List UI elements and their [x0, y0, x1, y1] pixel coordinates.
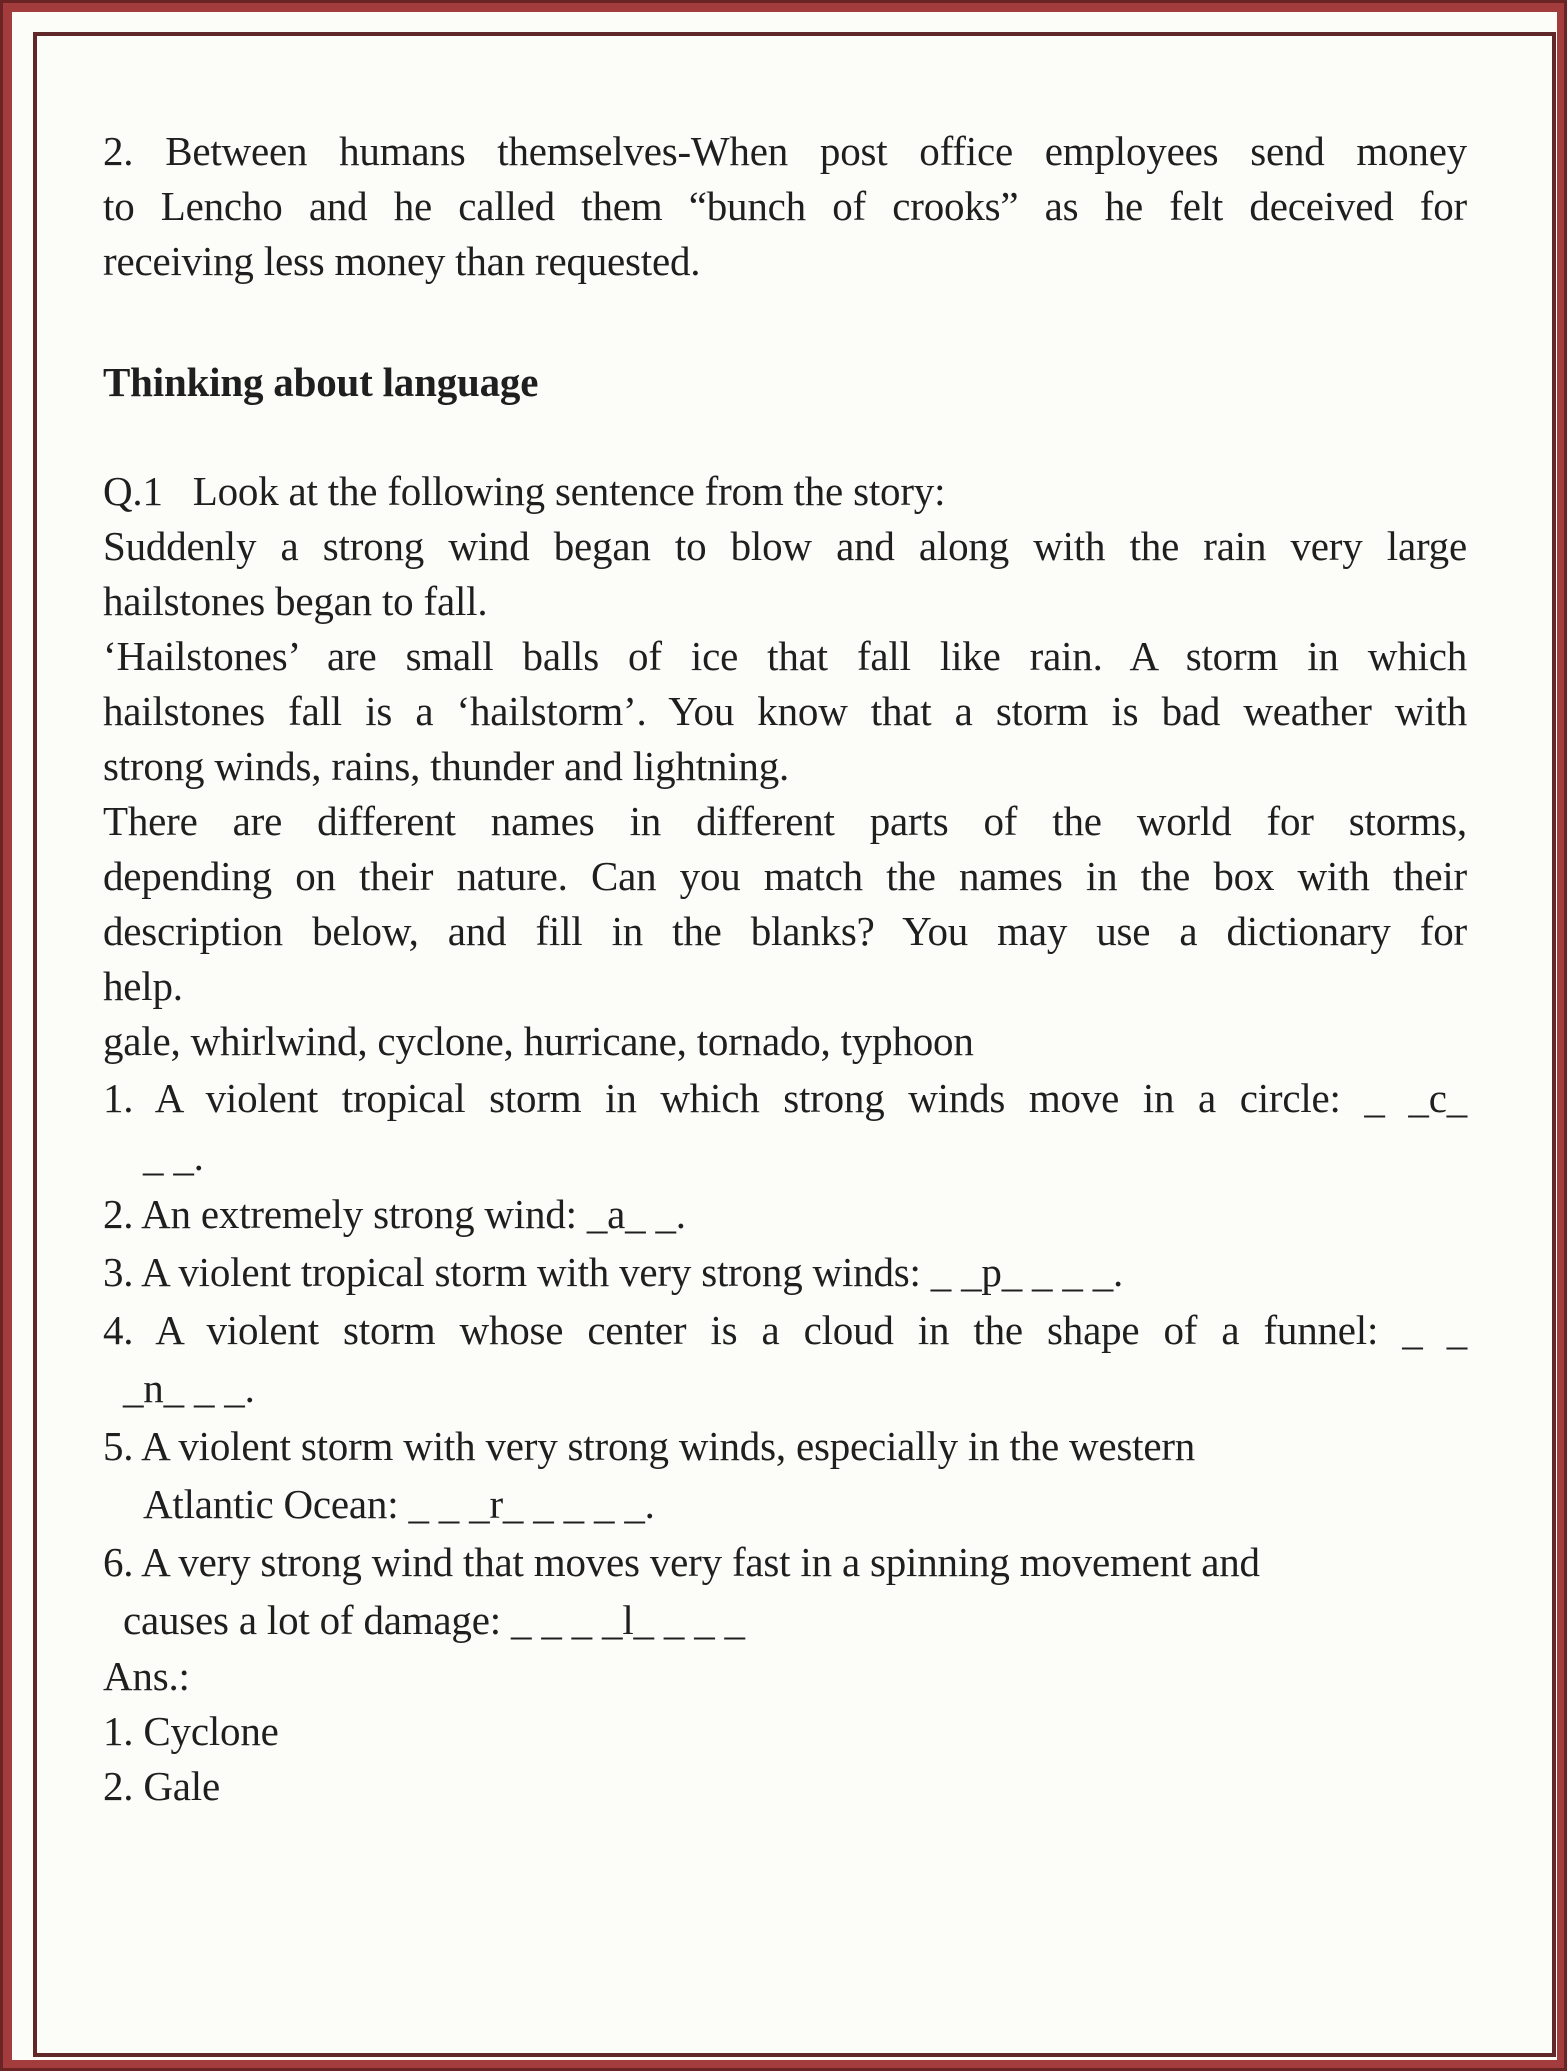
- list-item-line: 2. An extremely strong wind: _a_ _.: [103, 1191, 686, 1237]
- story-sentence-paragraph: [103, 519, 1467, 629]
- answers-label: Ans.:: [103, 1653, 190, 1699]
- text-line: strong winds, rains, thunder and lightning.: [103, 743, 790, 789]
- list-item-line: 5. A violent storm with very strong winds, especially in the western: [103, 1423, 1196, 1469]
- text-line: hailstones fall is a ‘hailstorm’. You know that a storm is bad weather with: [103, 688, 1467, 734]
- text-line: ‘Hailstones’ are small balls of ice that fall like rain. A storm in which: [103, 633, 1467, 679]
- blank-item: [103, 1417, 1467, 1533]
- hailstones-paragraph: [103, 629, 1467, 794]
- question-text: Look at the following sentence from the story:: [192, 468, 946, 514]
- list-item-line: 4. A violent storm whose center is a cloud in the shape of a funnel: _ _: [103, 1307, 1467, 1353]
- text-line: description below, and fill in the blanks? You may use a dictionary for: [103, 908, 1467, 954]
- list-item-line: 3. A violent tropical storm with very strong winds: _ _p_ _ _ _.: [103, 1249, 1124, 1295]
- question-number: Q.1: [103, 468, 163, 514]
- blank-item: [103, 1185, 1467, 1243]
- blank-item: [103, 1243, 1467, 1301]
- storm-names-paragraph: [103, 794, 1467, 1014]
- list-item-continuation: _n_ _ _.: [123, 1365, 255, 1411]
- blank-item: [103, 1069, 1467, 1185]
- text-line: hailstones began to fall.: [103, 578, 488, 624]
- text-line: receiving less money than requested.: [103, 238, 701, 284]
- list-item-continuation: causes a lot of damage: _ _ _ _l_ _ _ _: [123, 1597, 745, 1643]
- blank-item: [103, 1301, 1467, 1417]
- answer-line: 1. Cyclone: [103, 1708, 279, 1754]
- text-line: help.: [103, 963, 183, 1009]
- paper-sheet: [12, 12, 1557, 2060]
- page-content: [37, 36, 1552, 1814]
- text-line: depending on their nature. Can you match the names in the box with their: [103, 853, 1467, 899]
- fill-blanks-list: [103, 1069, 1467, 1649]
- text-line: 2. Between humans themselves-When post office employees send money: [103, 128, 1467, 174]
- intro-paragraph: [103, 124, 1467, 289]
- word-box-line: gale, whirlwind, cyclone, hurricane, tornado, typhoon: [103, 1018, 974, 1064]
- blank-item: [103, 1533, 1467, 1649]
- text-line: to Lencho and he called them “bunch of crooks” as he felt deceived for: [103, 183, 1467, 229]
- question-line: [103, 464, 1467, 519]
- list-item-continuation: _ _.: [143, 1133, 204, 1179]
- list-item-continuation: Atlantic Ocean: _ _ _r_ _ _ _ _.: [143, 1481, 655, 1527]
- text-line: There are different names in different parts of the world for storms,: [103, 798, 1467, 844]
- section-heading: Thinking about language: [103, 359, 539, 405]
- list-item-line: 6. A very strong wind that moves very fast in a spinning movement and: [103, 1539, 1260, 1585]
- answer-line: 2. Gale: [103, 1763, 220, 1809]
- text-line: Suddenly a strong wind began to blow and along with the rain very large: [103, 523, 1467, 569]
- list-item-line: 1. A violent tropical storm in which strong winds move in a circle: _ _c_: [103, 1075, 1467, 1121]
